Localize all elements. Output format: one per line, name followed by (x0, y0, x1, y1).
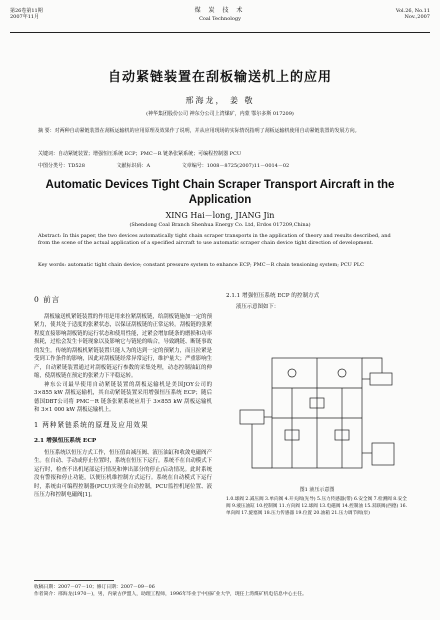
title-cn: 自动紧链装置在刮板输送机上的应用 (107, 70, 332, 85)
affiliation-en: (Shendong Coal Branch Shenhua Energy Co. Ltd, Erdos 017209,China) (129, 222, 311, 228)
footnote-rule (34, 580, 114, 583)
journal-name-en: Coal Technology (199, 16, 241, 22)
abstract-cn: 摘 要：对两种自动紧链装置在刮板运输机的应用原理及效果作了说明，并从应用现场的实际情况指明了刮板运输机使用自动紧链装置的发展方向。 (38, 128, 360, 134)
authors-en: XING Hai－long, JIANG Jin (165, 211, 275, 220)
figure-legend: 1.0.球阀 2.减压阀 3.单向阀 4.开关阀(先导) 5.压力传感器(带) 6.安全阀 7.检测阀 8.安全阀 9.液压油缸 10.控制阀 11.方向阀 12.球阀 13.电磁阀 14.控制油 15.双联阀(西德) 16.单向阀 17.旋塞阀 18.压力传感器 19.位置 20.油箱 21.压力调节阀(泵) (226, 497, 408, 516)
footnote: 收稿日期：2007－07－10；修订日期：2007－09－06 作者简介：邢海龙(1970－)，男，内蒙古伊盟人，助理工程师，1996年毕业于中国矿业大学，现任上湾煤矿机电信息中心主任。 (34, 585, 307, 597)
authors-cn: 邢海龙， 姜 敬 (185, 96, 255, 105)
section-heading-1: 1 两种紧链系统的原理及应用效果 (34, 420, 149, 429)
section-heading-intro: 0 前言 (34, 295, 61, 304)
issue-date: 2007年11月 (10, 14, 40, 20)
keywords-en: Key words: automatic tight chain device; constant pressure system to enhance ECP; PMC－R chain tensioning system; PCU PLC (38, 262, 364, 268)
hydraulic-cylinder (240, 410, 264, 424)
affiliation-cn: (神华集团股份公司 神东分公司上湾煤矿，内蒙 鄂尔多斯 017209) (146, 111, 294, 117)
classification-line (38, 163, 402, 170)
subsection-heading: 2.1 增强恒压系统 ECP (34, 438, 97, 444)
paragraph: 液压示意图如下： (236, 303, 280, 310)
paragraph: 刮板输送机紧链装置的作用是用来拉紧刮板链，给刮板链施加一定的预紧力，使其处于适度的张紧状态，以保证刮板链的正常运转。刮板链的张紧程度直接影响刮板链的运行状态和使用性能，过紧会增加链条的磨损和功率损耗，过松会发生卡链现象以及影响它与链轮的啮合，导致跳链、断链事故的发生。传统的刮板机紧链装置只能人为的达到一定的预紧力，而且拉紧是受到工作条件的影响，因此对刮板链经常异常运行，维护量大；严重影响生产，自动紧链装置通过对刮板链运行参数的采集处理，动态控制油缸的伸缩，使刮板链在预定的张紧力下平稳运转。 (34, 313, 212, 379)
oil-tank (372, 443, 394, 465)
abstract-en: Abstract: In this paper, the two devices automatically tight chain scraper transports in the application of theory and results described, and from the scene of the actual application of a specified aircraft to use automatic scraper chain device tight direction of development. (38, 233, 391, 247)
check-valve (338, 369, 346, 377)
document-code: 文献标识码：A (116, 163, 151, 169)
volume-issue: 第26卷第11期 (10, 8, 43, 14)
keywords-cn: 关键词：自动紧链装置；增强恒压系统 ECP；PMC－R 链条张紧系统；可编程控制器 PCU (38, 151, 242, 157)
issue-date-en: Nov.,2007 (404, 14, 430, 20)
left-column (34, 292, 212, 498)
right-column (226, 292, 408, 311)
clc-number: 中图分类号：TD528 (38, 163, 85, 169)
volume-issue-en: Vol.26, No.11 (395, 8, 430, 14)
title-en: Automatic Devices Tight Chain Scraper Transport Aircraft in the Application (45, 179, 395, 206)
ball-valve (288, 369, 296, 377)
article-number: 文章编号：1008－8725(2007)11－0014－02 (181, 163, 290, 169)
paragraph: 神东公司最早使用自动紧链装置的刮板运输机是美国JOY公司的 3×855 kW 刮板运输机，其自动紧链装置采用增强恒压系统 ECP；随后德国DBT公司将 PMC－R 链条张紧系统应用于 3×855 kW 刮板运输机和 3×1 000 kW 刮板运输机上。 (34, 381, 212, 413)
header-rule (10, 32, 430, 33)
hydraulic-diagram (232, 348, 402, 483)
figure-caption: 图1 液压示意图 (299, 487, 335, 493)
subsubsection-heading: 2.1.1 增强恒压系统 ECP 的控制方式 (226, 293, 320, 299)
header-right (396, 8, 430, 20)
running-header (10, 8, 430, 30)
journal-name-cn: 煤 炭 技 术 (194, 7, 246, 14)
paragraph: 恒压系统以恒压方式工作，恒压值由减压阀、液压油缸和收敛电磁阀产生。在自动、手动或停止位置时，系统在恒压下运行。系统不在自动模式下运行时，检查不出机尾部运行情况和伸出部分的停止/启动情况。此时系统没有警报和停止功能，以便压机维控制方式运行。系统在自动模式下运行时，系统由可编程控制器(PCU)实现全自动控制，PCU监控机尾位置、液压压力和控制电磁阀[1]。 (34, 449, 212, 498)
pressure-sensor (370, 373, 392, 385)
